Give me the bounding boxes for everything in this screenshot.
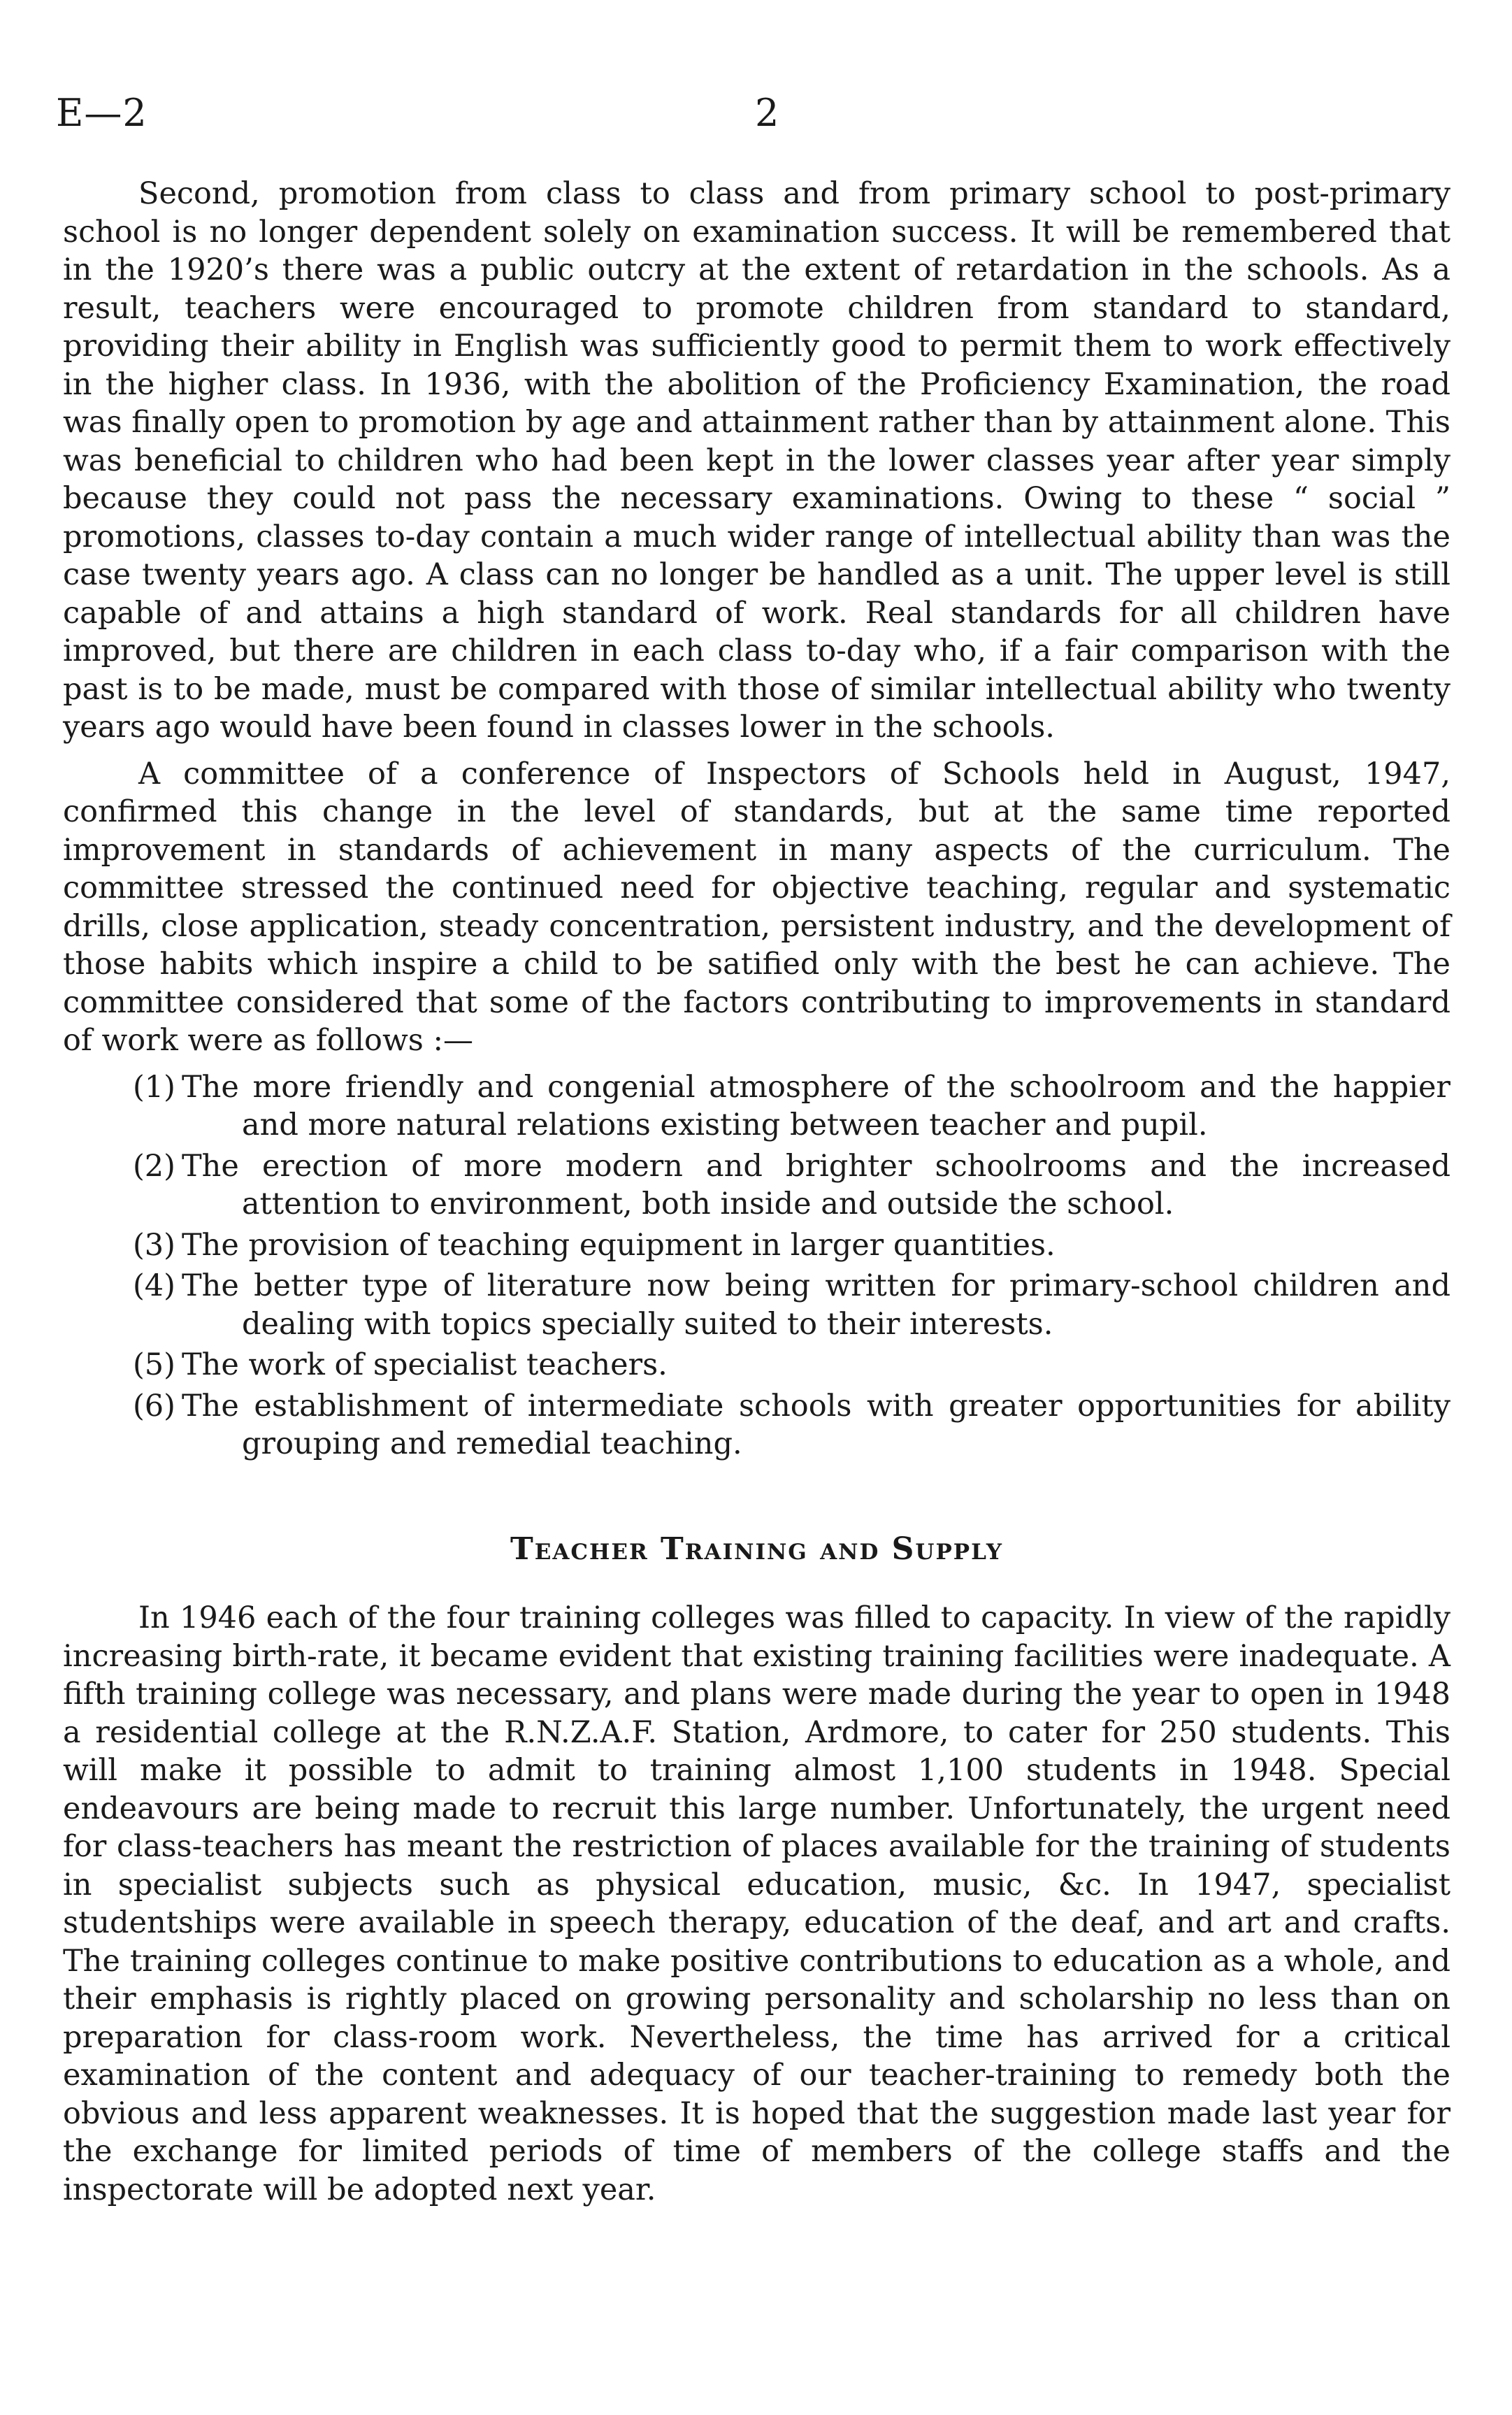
section-heading: Teacher Training and Supply (510, 1531, 1004, 1567)
list-item (63, 1267, 1450, 1343)
factors-list (63, 1068, 1450, 1463)
list-item-number: (5) (133, 1347, 175, 1382)
section-code: E—2 (56, 91, 147, 135)
page-body (63, 175, 1450, 2217)
list-item (63, 1387, 1450, 1463)
list-item-text: The more friendly and congenial atmosphere of the schoolroom and the happier and more natural relations existing between teacher and pupil. (182, 1069, 1450, 1142)
list-item-text: The work of specialist teachers. (182, 1347, 668, 1382)
list-item-number: (3) (133, 1227, 175, 1263)
list-item-text: The provision of teaching equipment in larger quantities. (182, 1227, 1056, 1263)
paragraph-teacher-training: In 1946 each of the four training colleges was filled to capacity. In view of the rapidly increasing birth-rate, it became evident that existing training facilities were inadequate. A fifth training college was necessary, and plans were made during the year to open in 1948 a residential college at the R.N.Z.A.F. Station, Ardmore, to cater for 250 students. This will make it possible to admit to training almost 1,100 students in 1948. Special endeavours are being made to recruit this large number. Unfortunately, the urgent need for class-teachers has meant the restriction of places available for the training of students in specialist subjects such as physical education, music, &c. In 1947, specialist studentships were available in speech therapy, education of the deaf, and art and crafts. The training colleges continue to make positive contributions to education as a whole, and their emphasis is rightly placed on growing personality and scholarship no less than on preparation for class-room work. Nevertheless, the time has arrived for a critical examination of the content and adequacy of our teacher-training to remedy both the obvious and less apparent weaknesses. It is hoped that the suggestion made last year for the exchange for limited periods of time of members of the college staffs and the inspectorate will be adopted next year. (63, 1600, 1450, 2207)
list-item-number: (2) (133, 1148, 175, 1184)
list-item-text: The erection of more modern and brighter schoolrooms and the increased attention to environment, both inside and outside the school. (182, 1148, 1450, 1221)
page-header (56, 85, 1454, 141)
list-item-number: (6) (133, 1388, 175, 1424)
list-item (63, 1068, 1450, 1145)
list-item-number: (1) (133, 1069, 175, 1105)
paragraph-committee: A committee of a conference of Inspectors of Schools held in August, 1947, confirmed this change in the level of standards, but at the same time reported improvement in standards of achievement in many aspects of the curriculum. The committee stressed the continued need for objective teaching, regular and systematic drills, close application, steady concentration, persistent industry, and the development of those habits which inspire a child to be satified only with the best he can achieve. The committee considered that some of the factors contributing to improvements in standard of work were as follows :— (63, 756, 1450, 1058)
paragraph-promotion: Second, promotion from class to class and from primary school to post-primary school is no longer dependent solely on examination success. It will be remembered that in the 1920’s there was a public outcry at the extent of retardation in the schools. As a result, teachers were encouraged to promote children from standard to standard, providing their ability in English was sufficiently good to permit them to work effectively in the higher class. In 1936, with the abolition of the Proficiency Examination, the road was finally open to promotion by age and attainment rather than by attainment alone. This was beneficial to children who had been kept in the lower classes year after year simply because they could not pass the necessary examinations. Owing to these “ social ” promotions, classes to-day contain a much wider range of intellectual ability than was the case twenty years ago. A class can no longer be handled as a unit. The upper level is still capable of and attains a high standard of work. Real standards for all children have improved, but there are children in each class to-day who, if a fair comparison with the past is to be made, must be compared with those of similar intellectual ability who twenty years ago would have been found in classes lower in the schools. (63, 176, 1450, 745)
list-item (63, 1147, 1450, 1224)
list-item (63, 1346, 1450, 1384)
list-item-text: The better type of literature now being written for primary-school children and dealing with topics specially suited to their interests. (182, 1268, 1450, 1342)
page-number: 2 (755, 91, 779, 135)
list-item-text: The establishment of intermediate schools with greater opportunities for ability grouping and remedial teaching. (182, 1388, 1450, 1461)
list-item-number: (4) (133, 1268, 175, 1303)
list-item (63, 1226, 1450, 1265)
